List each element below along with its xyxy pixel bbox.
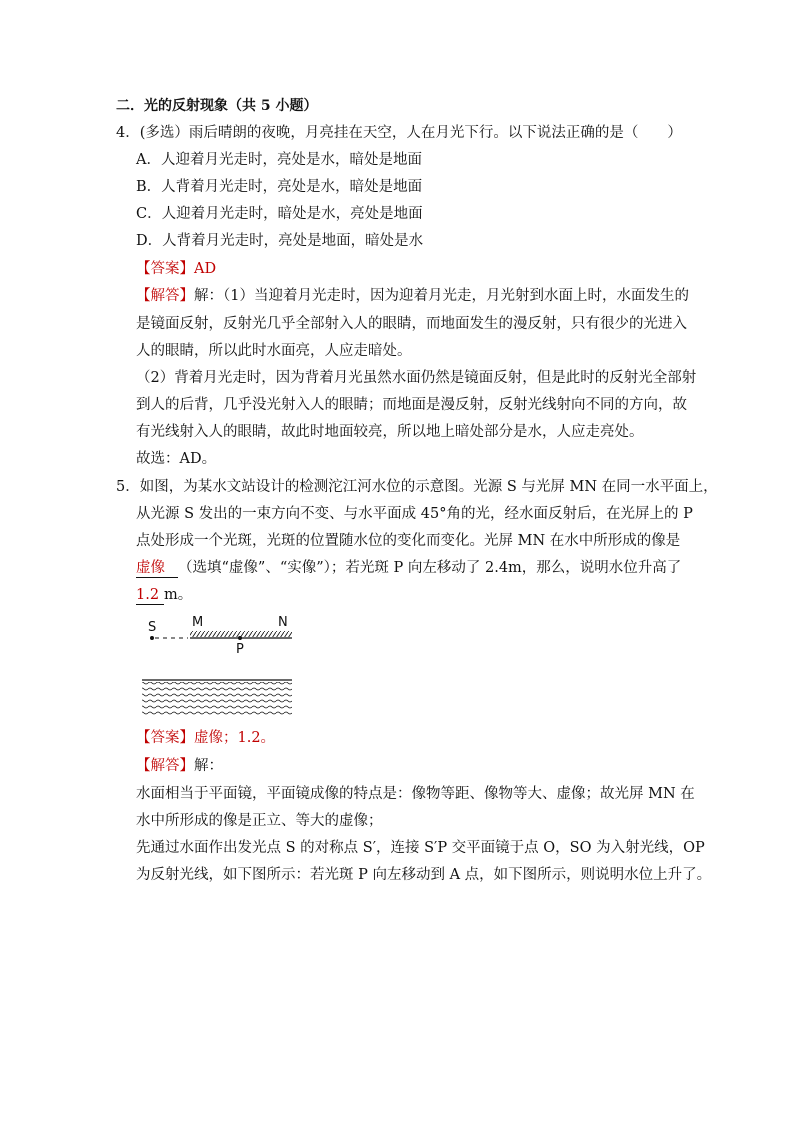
q5-answer <box>136 729 706 747</box>
q5-stem-line: 5．如图，为某水文站设计的检测沱江河水位的示意图。光源 S 与光屏 MN 在同一水平面上， <box>116 479 718 495</box>
q4-answer <box>136 260 706 278</box>
q4-analysis-line: 是镜面反射，反射光几乎全部射入人的眼睛，而地面发生的漫反射，只有很少的光进入 <box>136 316 687 332</box>
spot-p-point <box>238 636 242 640</box>
q5-stem-line-blank2 <box>136 586 706 605</box>
q5-stem-line-blank <box>136 559 706 578</box>
q5-stem-rest: （选填“虚像”、“实像”）；若光斑 P 向左移动了 2.4m，那么，说明水位升高了 <box>178 560 682 576</box>
screen-hatch <box>190 631 292 637</box>
q5-unit: m。 <box>164 587 193 603</box>
q4-conclusion: 故选：AD。 <box>136 451 217 467</box>
label-p: P <box>236 642 244 657</box>
label-n: N <box>278 615 288 630</box>
q5-answer-tag: 【答案】 <box>136 730 194 746</box>
q4-answer-tag: 【答案】 <box>136 261 194 277</box>
q5-stem-line: 从光源 S 发出的一束方向不变、与水平面成 45°角的光，经水面反射后，在光屏上的 P <box>136 506 693 522</box>
light-source-point <box>150 636 154 640</box>
q4-option-d: D．人背着月光走时，亮处是地面，暗处是水 <box>136 233 424 249</box>
q4-analysis-lead: 解：（1）当迎着月光走时，因为迎着月光走，月光射到水面上时，水面发生的 <box>194 288 689 304</box>
q5-blank-2: 1.2 <box>136 586 164 605</box>
q4-option-b: B．人背着月光走时，亮处是水，暗处是地面 <box>136 179 423 195</box>
q5-analysis-first <box>136 757 706 775</box>
q4-analysis-line: 人的眼睛，所以此时水面亮，人应走暗处。 <box>136 343 412 359</box>
q4-analysis-tag: 【解答】 <box>136 288 194 304</box>
q5-stem-line: 点处形成一个光斑，光斑的位置随水位的变化而变化。光屏 MN 在水中所形成的像是 <box>136 533 681 549</box>
q4-analysis-line: 有光线射入人的眼睛，故此时地面较亮，所以地上暗处部分是水，人应走亮处。 <box>136 424 644 440</box>
q5-analysis-line: 先通过水面作出发光点 S 的对称点 S′，连接 S′P 交平面镜于点 O，SO 为入射光线，OP <box>136 840 705 856</box>
q4-analysis-line: 到人的后背，几乎没光射入人的眼睛；而地面是漫反射，反射光线射向不同的方向，故 <box>136 397 687 413</box>
q5-analysis-line: 为反射光线，如下图所示：若光斑 P 向左移动到 A 点，如下图所示，则说明水位上升了。 <box>136 867 712 883</box>
water-level-diagram <box>140 614 300 720</box>
q4-answer-value: AD <box>194 261 217 277</box>
q4-stem: 4．(多选）雨后晴朗的夜晚，月亮挂在天空，人在月光下行。以下说法正确的是（ ） <box>116 125 682 141</box>
label-m: M <box>192 615 204 630</box>
q5-analysis-lead: 解： <box>194 758 223 774</box>
q5-analysis-line: 水面相当于平面镜，平面镜成像的特点是：像物等距、像物等大、虚像；故光屏 MN 在 <box>136 786 695 802</box>
label-s: S <box>148 620 157 635</box>
q5-blank-1: 虚像 <box>136 559 178 578</box>
q5-analysis-tag: 【解答】 <box>136 758 194 774</box>
q5-answer-value: 虚像；1.2。 <box>194 730 276 746</box>
water-body <box>142 682 292 716</box>
q4-analysis-line: （2）背着月光走时，因为背着月光虽然水面仍然是镜面反射，但是此时的反射光全部射 <box>136 370 697 386</box>
q4-analysis-first <box>136 287 706 305</box>
q4-option-a: A．人迎着月光走时，亮处是水，暗处是地面 <box>136 152 422 168</box>
q4-option-c: C．人迎着月光走时，暗处是水，亮处是地面 <box>136 206 423 222</box>
q5-analysis-line: 水中所形成的像是正立、等大的虚像； <box>136 813 383 829</box>
section-title: 二．光的反射现象（共 5 小题） <box>116 98 318 114</box>
